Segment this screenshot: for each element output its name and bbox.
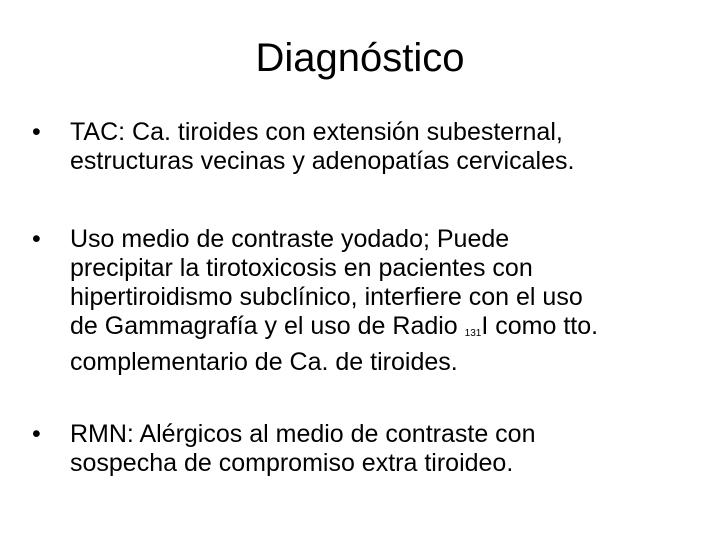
bullet-icon: • [32,225,41,253]
bullet-icon: • [32,420,41,448]
radio-text: de Gammagrafía y el uso de Radio [70,312,465,340]
bullet-line: complementario de Ca. de tiroides. [70,348,458,376]
bullet-icon: • [32,118,41,146]
bullet-item-contraste [32,225,690,377]
isotope-number: 131 [464,328,482,339]
bullet-line: precipitar la tirotoxicosis en pacientes con [70,254,533,282]
bullet-line: sospecha de compromiso extra tiroideo. [70,449,514,477]
bullet-item-tac [32,118,690,176]
bullet-line: TAC: Ca. tiroides con extensión subesternal, [70,118,563,146]
bullet-item-rmn [32,420,690,478]
bullet-line: RMN: Alérgicos al medio de contraste con [70,420,536,448]
radio-text-after: I como tto. [481,312,599,340]
bullet-line: estructuras vecinas y adenopatías cervicales. [70,147,575,175]
slide-title: Diagnóstico [255,36,465,80]
bullet-line: hipertiroidismo subclínico, interfiere con el uso [70,283,583,311]
bullet-line-radio [70,312,690,348]
bullet-line: Uso medio de contraste yodado; Puede [70,225,510,253]
